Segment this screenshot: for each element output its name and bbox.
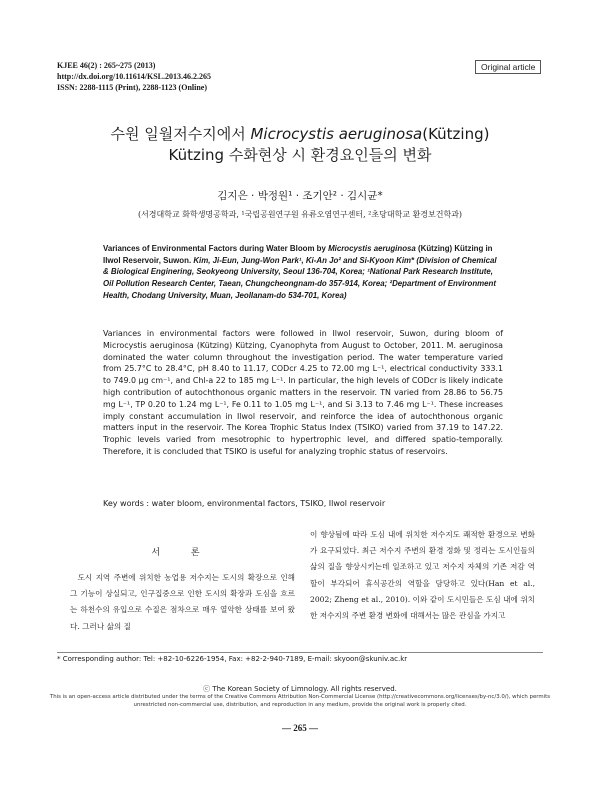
title-line1-pre: 수원 일월저수지에서 bbox=[110, 125, 251, 143]
affiliation: (서경대학교 화학생명공학과, ¹국립공원연구원 유류오염연구센터, ²초당대학교 환경보건학과) bbox=[137, 210, 463, 219]
title-species: Microcystis aeruginosa bbox=[250, 125, 423, 143]
korean-title bbox=[40, 124, 560, 166]
journal-citation: KJEE 46(2) : 265~275 (2013) bbox=[57, 61, 156, 70]
abstract-text: Variances in environmental factors were followed in Ilwol reservoir, Suwon, during bloom of Microcystis aeruginosa (Kützing) Kützing, Cyanophyta from August to October, 2011. M. aeruginosa dominated the water column throughout the investigation period. The water temperature varied from 25.7°C to 28.4°C, pH 8.40 to 11.17, CODcr 4.25 to 72.00 mg L⁻¹, electrical conductivity 333.1 to 749.0 μg cm⁻¹, and Chl-a 22 to 185 mg L⁻¹. In particular, the high levels of CODcr is likely indicate high contribution of autochthonous organic matters in the reservoir. TN varied from 28.86 to 56.75 mg L⁻¹, TP 0.20 to 1.24 mg L⁻¹, Fe 0.11 to 1.05 mg L⁻¹, and Si 3.13 to 7.46 mg L⁻¹. These increases imply constant accumulation in Ilwol reservoir, and reinforce the idea of autochthonous organic matters input in the reservoir. The Korea Trophic Status Index (TSIKO) varied from 37.19 to 147.22. Trophic levels varied from mesotrophic to hypertrophic level, and differed spatio-temporally. Therefore, it is concluded that TSIKO is useful for analyzing trophic status of reservoirs. bbox=[103, 329, 503, 456]
article-type-badge: Original article bbox=[475, 60, 541, 74]
body-text-right: 이 향상됨에 따라 도심 내에 위치한 저수지도 쾌적한 환경으로 변화가 요구되었다. 최근 저수지 주변의 환경 정화 및 정리는 도시인들의 삶의 질을 향상시키는데 일조하고 있고 저수지 자체의 기존 저감 역할이 부각되어 휴식공간의 역할을 담당하고 있다(Han et al., 2002; Zheng et al., 2010). 이와 같이 도시민들은 도심 내에 위치한 저수지의 주변 환경 변화에 대해서는 많은 관심을 가지고 bbox=[310, 530, 535, 621]
corresponding-author-footnote: * Corresponding author: Tel: +82-10-6226-1954, Fax: +82-2-940-7189, E-mail: skyoon@skuniv.ac.kr bbox=[57, 655, 408, 663]
body-text-left: 도시 지역 주변에 위치한 농업용 저수지는 도시의 확장으로 인해 그 기능이 상실되고, 인구집중으로 인한 도시의 확장과 도심을 흐르는 하천수의 유입으로 수질은 점차으로 매우 열악한 상태를 보여 왔다. 그러나 삶의 질 bbox=[70, 573, 295, 631]
issn: ISSN: 2288-1115 (Print), 2288-1123 (Online) bbox=[57, 83, 208, 92]
english-authors-affil: Kim, Ji-Eun, Jung-Won Park¹, Ki-An Jo² and Si-Kyoon Kim* (Division of Chemical & Biological Enginering, Seokyeong University, Seoul 136-704, Korea; ¹National Park Research Institute, Oil Pollution Research Center, Taean, Chungcheongnam-do 357-914, Korea; ²Department of Environment Health, Chodang University, Muan, Jeollanam-do 534-701, Korea) bbox=[103, 255, 497, 300]
copyright-notice: ⓒ The Korean Society of Limnology. All rights reserved. bbox=[203, 685, 397, 693]
english-title-bold: Variances of Environmental Factors during Water Bloom by bbox=[103, 244, 329, 253]
abstract bbox=[103, 328, 503, 458]
title-line1-post: (Kützing) bbox=[422, 125, 490, 143]
body-column-left bbox=[70, 545, 295, 635]
title-line2: Kützing 수화현상 시 환경요인들의 변화 bbox=[168, 146, 432, 164]
footnote-divider bbox=[57, 652, 543, 653]
license-notice: This is an open-access article distributed under the terms of the Creative Commons Attribution Non-Commercial License (http://creativecommons.org/licenses/by-nc/3.0/), which permits unrestricted non-commercial use, distribution, and reproduction in any medium, provide the original work is properly cited. bbox=[49, 694, 551, 708]
authors: 김지은 · 박정원¹ · 조기안² · 김시균* bbox=[217, 190, 383, 202]
page-number: — 265 — bbox=[282, 723, 318, 733]
body-column-right bbox=[310, 527, 535, 624]
keywords: Key words : water bloom, environmental factors, TSIKO, Ilwol reservoir bbox=[103, 499, 386, 508]
english-title-rest: (Kützing) Kützing in Ilwol Reservoir, Suwon. bbox=[103, 244, 493, 265]
english-title-block bbox=[103, 243, 503, 302]
english-title-species: Microcystis aeruginosa bbox=[328, 244, 416, 253]
section-heading-introduction: 서 론 bbox=[151, 548, 214, 558]
doi-link[interactable]: http://dx.doi.org/10.11614/KSL.2013.46.2.265 bbox=[57, 72, 212, 81]
journal-header bbox=[57, 60, 211, 93]
